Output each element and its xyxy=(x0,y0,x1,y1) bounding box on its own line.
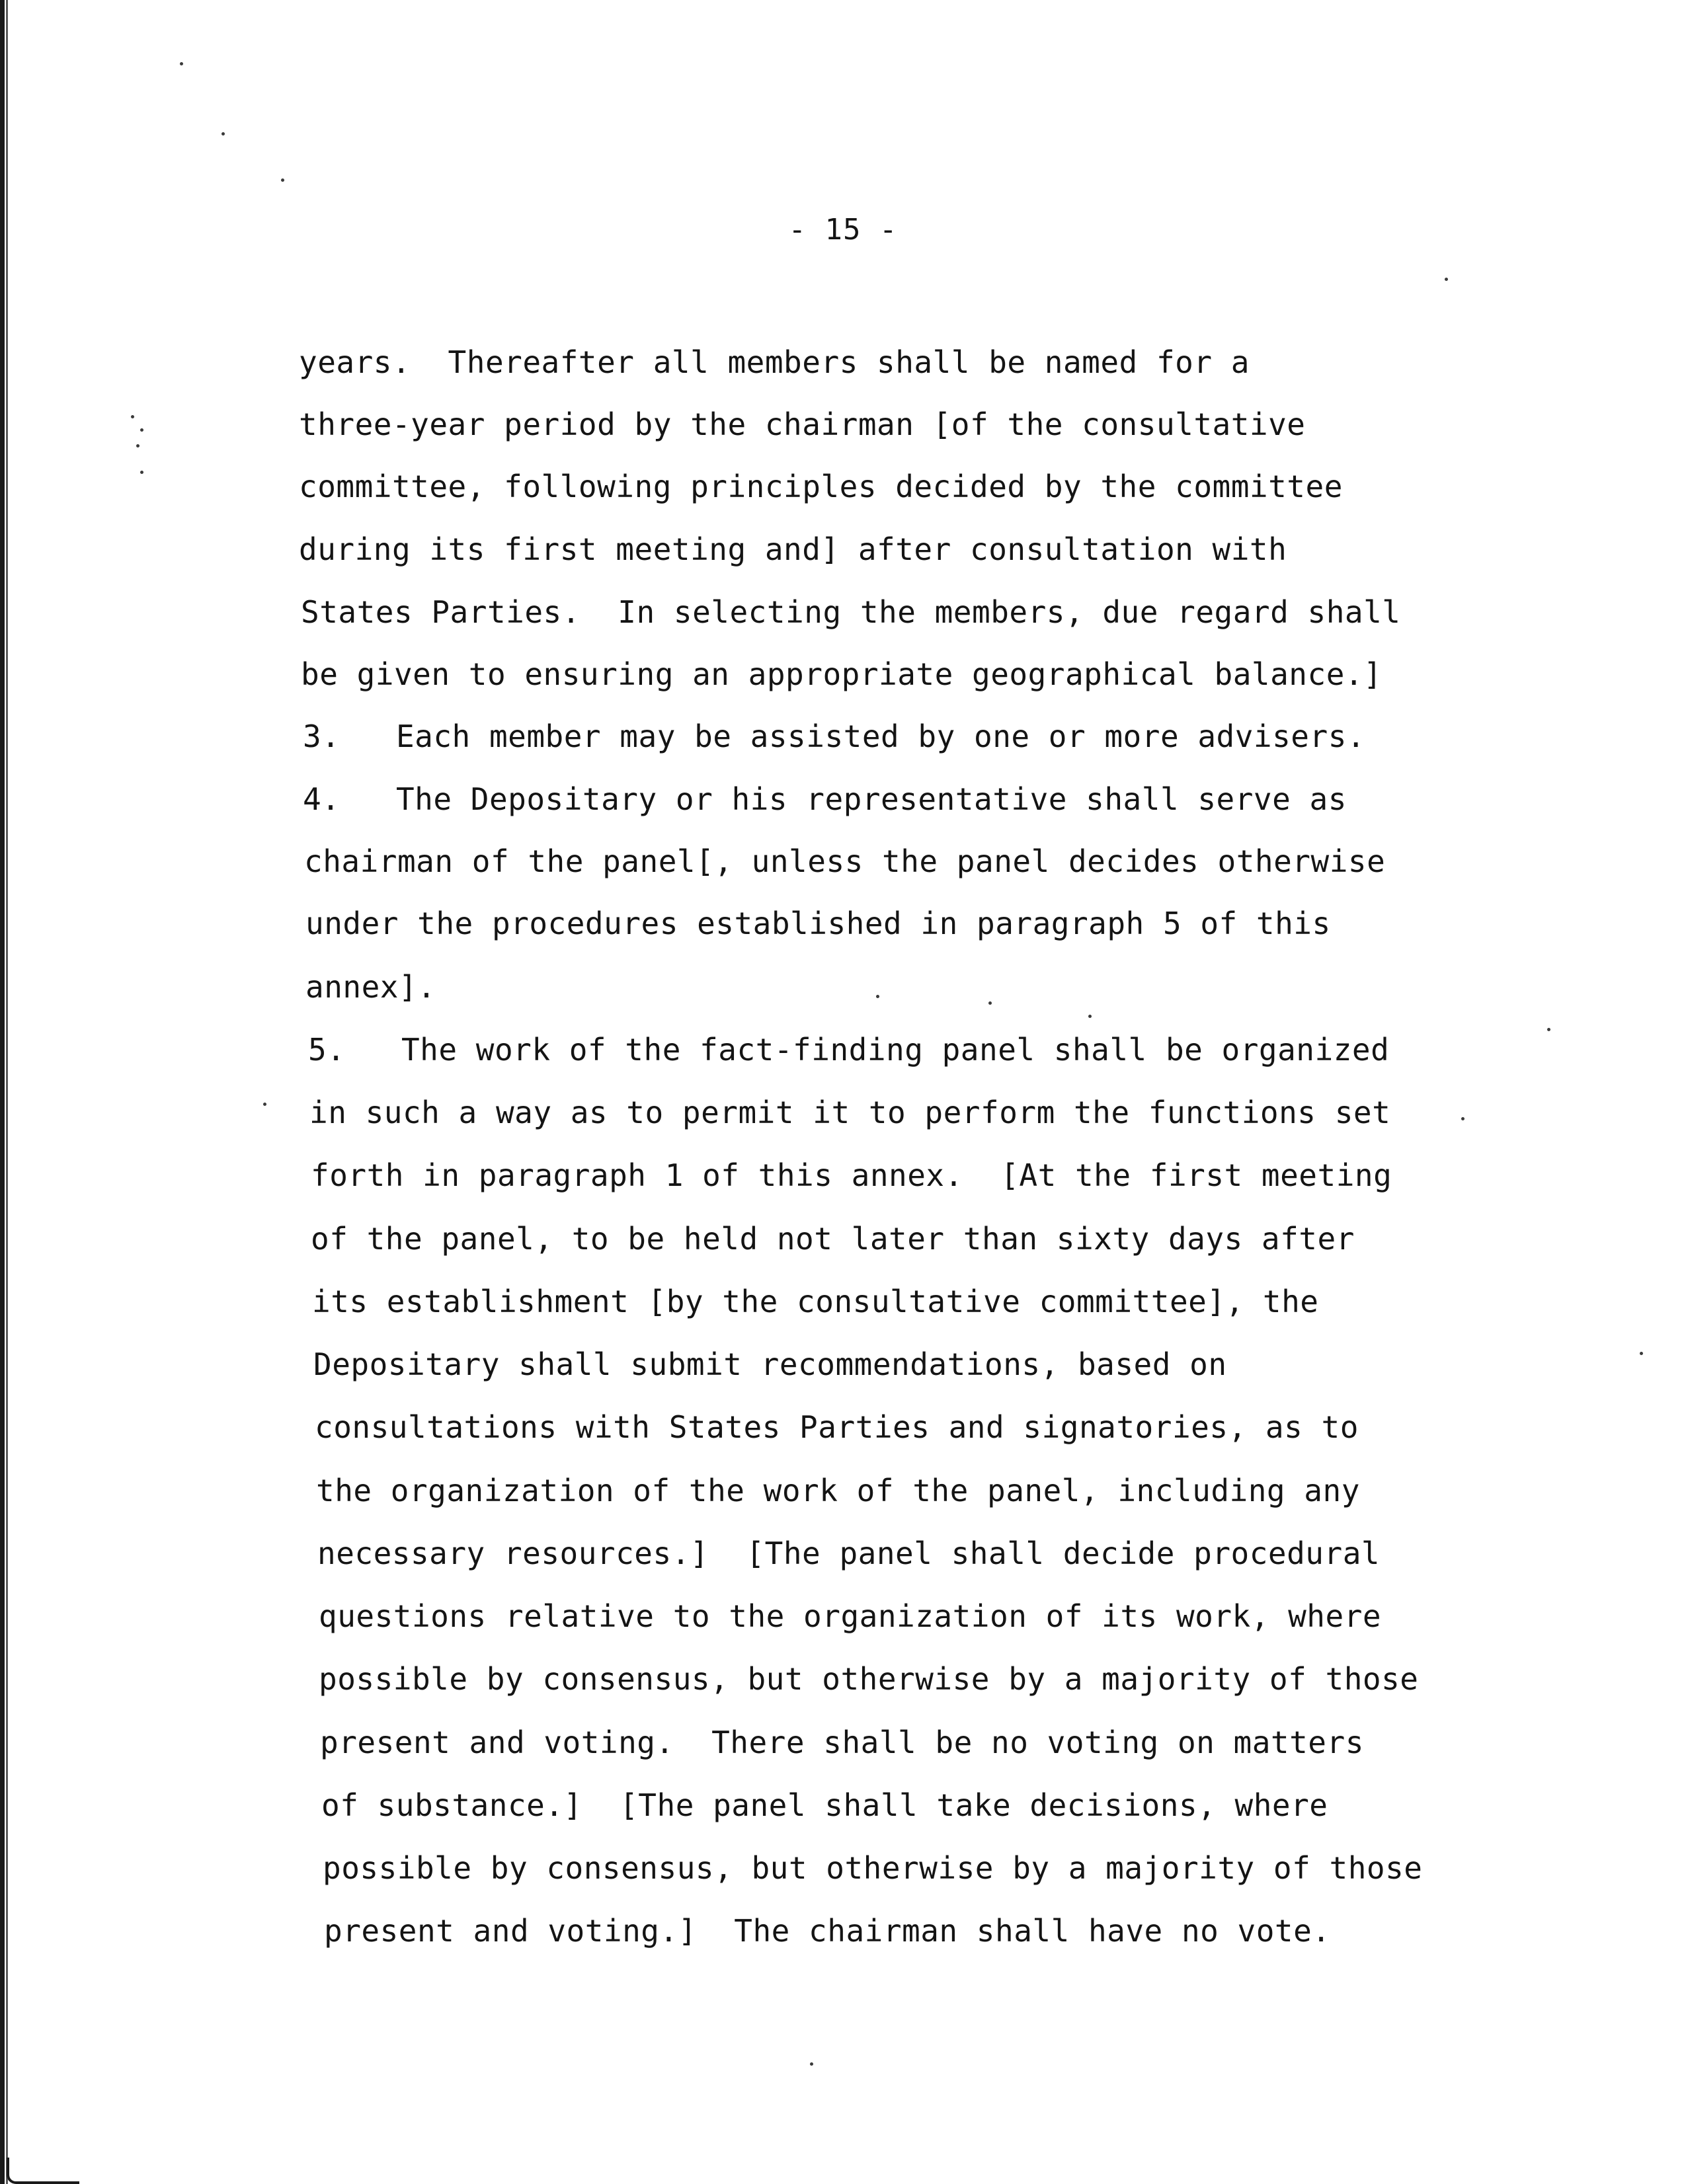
text-line: of the panel, to be held not later than sixty days after xyxy=(311,1221,1355,1257)
text-line: necessary resources.] [The panel shall decide procedural xyxy=(317,1536,1381,1571)
text-line: present and voting. There shall be no voting on matters xyxy=(320,1725,1364,1760)
text-line: annex]. xyxy=(305,969,436,1005)
text-line: Depositary shall submit recommendations, based on xyxy=(313,1346,1227,1382)
text-line: 4. The Depositary or his representative shall serve as xyxy=(303,781,1347,817)
text-line: three-year period by the chairman [of the consultative xyxy=(299,407,1306,442)
text-line: 3. Each member may be assisted by one or more advisers. xyxy=(303,719,1366,754)
text-line: possible by consensus, but otherwise by a majority of those xyxy=(323,1850,1423,1886)
text-line: the organization of the work of the panel, including any xyxy=(316,1473,1360,1508)
page-number: - 15 - xyxy=(788,213,898,247)
text-line: committee, following principles decided by the committee xyxy=(299,469,1343,504)
text-line: years. Thereafter all members shall be named for a xyxy=(299,344,1250,380)
text-line: chairman of the panel[, unless the panel decides otherwise xyxy=(304,843,1386,879)
text-line: be given to ensuring an appropriate geographical balance.] xyxy=(301,656,1383,692)
text-line: under the procedures established in paragraph 5 of this xyxy=(305,906,1331,941)
text-line: questions relative to the organization of its work, where xyxy=(319,1598,1382,1634)
text-line: during its first meeting and] after consultation with xyxy=(299,531,1287,567)
text-line: 5. The work of the fact-finding panel shall be organized xyxy=(308,1032,1390,1068)
text-line: States Parties. In selecting the members, due regard shall xyxy=(301,594,1401,630)
text-line: possible by consensus, but otherwise by a majority of those xyxy=(319,1661,1419,1697)
text-line: its establishment [by the consultative committee], the xyxy=(312,1284,1319,1319)
text-line: in such a way as to permit it to perform the functions set xyxy=(309,1095,1391,1130)
text-line: forth in paragraph 1 of this annex. [At the first meeting xyxy=(311,1157,1392,1193)
text-line: consultations with States Parties and signatories, as to xyxy=(315,1409,1359,1445)
text-line: of substance.] [The panel shall take decisions, where xyxy=(321,1787,1328,1823)
text-line: present and voting.] The chairman shall have no vote. xyxy=(324,1913,1331,1949)
